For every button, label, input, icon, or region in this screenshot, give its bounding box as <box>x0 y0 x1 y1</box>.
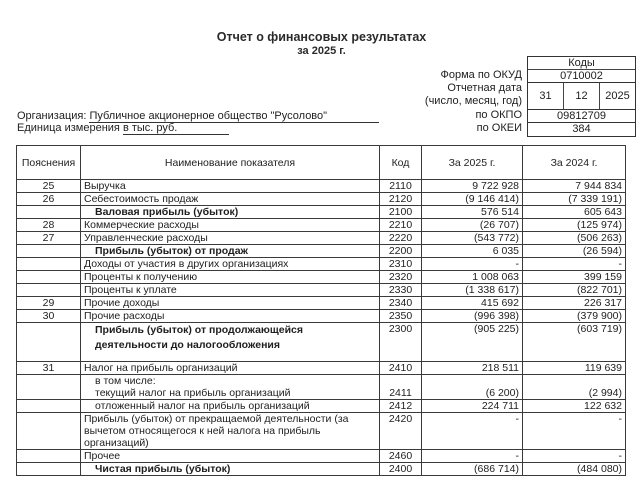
organization-label: Организация: <box>17 110 87 122</box>
row-code: 2420 <box>380 413 422 450</box>
row-code: 2120 <box>380 193 422 206</box>
row-note: 26 <box>17 193 81 206</box>
row-value-2024: (506 263) <box>523 232 626 245</box>
row-note <box>17 323 81 362</box>
row-note <box>17 400 81 413</box>
row-name: Прочие доходы <box>81 297 380 310</box>
row-value-2025: (543 772) <box>422 232 523 245</box>
row-value-2025: - <box>422 258 523 271</box>
header-name: Наименование показателя <box>81 146 380 180</box>
table-row <box>17 258 626 271</box>
row-value-2025: 218 511 <box>422 362 523 375</box>
row-name: Прибыль (убыток) от продаж <box>81 245 380 258</box>
row-name: Доходы от участия в других организациях <box>81 258 380 271</box>
row-name: Прочие расходы <box>81 310 380 323</box>
financial-results-table <box>16 145 626 476</box>
okei-code: 384 <box>572 123 591 135</box>
row-code: 2310 <box>380 258 422 271</box>
row-value-2025: 1 008 063 <box>422 271 523 284</box>
okud-label: Форма по ОКУД <box>440 69 522 81</box>
row-value-2025: 224 711 <box>422 400 523 413</box>
report-period: за 2025 г. <box>297 45 346 57</box>
okud-code: 0710002 <box>528 70 635 83</box>
row-name: Управленческие расходы <box>81 232 380 245</box>
date-label-line1: Отчетная дата <box>447 82 522 94</box>
row-name: Себестоимость продаж <box>81 193 380 206</box>
row-value-2024: 605 643 <box>523 206 626 219</box>
date-day: 31 <box>528 83 564 109</box>
row-note <box>17 284 81 297</box>
table-header-row <box>17 146 626 180</box>
row-value-2025: 415 692 <box>422 297 523 310</box>
row-name-prefix: в том числе: <box>95 375 156 387</box>
row-note: 28 <box>17 219 81 232</box>
unit-value: в тыс. руб. <box>123 123 229 135</box>
row-name: Проценты к уплате <box>81 284 380 297</box>
row-value-2025: (1 338 617) <box>422 284 523 297</box>
table-row <box>17 245 626 258</box>
row-value-2024: - <box>523 413 626 450</box>
row-value-2024: - <box>523 450 626 463</box>
row-code: 2412 <box>380 400 422 413</box>
table-row <box>17 413 626 450</box>
header-2025: За 2025 г. <box>422 146 523 180</box>
row-code: 2460 <box>380 450 422 463</box>
row-value-2025: (9 146 414) <box>422 193 523 206</box>
row-value-2025: (6 200) <box>422 375 523 400</box>
row-name: Налог на прибыль организаций <box>81 362 380 375</box>
row-name: Прочее <box>81 450 380 463</box>
row-value-2025: (905 225) <box>422 323 523 362</box>
row-name: Валовая прибыль (убыток) <box>81 206 380 219</box>
okpo-label: по ОКПО <box>475 109 522 121</box>
row-note <box>17 413 81 450</box>
table-row <box>17 297 626 310</box>
row-value-2025: 6 035 <box>422 245 523 258</box>
row-note: 31 <box>17 362 81 375</box>
table-row <box>17 375 626 400</box>
row-code: 2410 <box>380 362 422 375</box>
header-code: Код <box>380 146 422 180</box>
row-code: 2100 <box>380 206 422 219</box>
row-note: 25 <box>17 180 81 193</box>
header-2024: За 2024 г. <box>523 146 626 180</box>
row-name: Проценты к получению <box>81 271 380 284</box>
table-row <box>17 310 626 323</box>
row-value-2024: (822 701) <box>523 284 626 297</box>
row-name: Прибыль (убыток) от прекращаемой деятельности (за вычетом относящегося к ней налога на прибыль организаций) <box>81 413 380 450</box>
report-title: Отчет о финансовых результатах <box>216 30 427 44</box>
row-note: 29 <box>17 297 81 310</box>
row-value-2024: (7 339 191) <box>523 193 626 206</box>
row-note <box>17 450 81 463</box>
table-row <box>17 450 626 463</box>
row-note: 27 <box>17 232 81 245</box>
row-code: 2330 <box>380 284 422 297</box>
unit-label: Единица измерения <box>17 122 120 134</box>
row-code: 2300 <box>380 323 422 362</box>
row-name: отложенный налог на прибыль организаций <box>81 400 380 413</box>
row-note: 30 <box>17 310 81 323</box>
report-date <box>528 83 635 110</box>
row-note <box>17 245 81 258</box>
row-code: 2350 <box>380 310 422 323</box>
row-value-2025: (26 707) <box>422 219 523 232</box>
row-name: Прибыль (убыток) от продолжающейся деятельности до налогообложения <box>81 323 380 362</box>
row-value-2024: 7 944 834 <box>523 180 626 193</box>
row-value-2024: (484 080) <box>523 463 626 476</box>
table-row <box>17 284 626 297</box>
row-value-2025: (686 714) <box>422 463 523 476</box>
row-value-2024: (26 594) <box>523 245 626 258</box>
row-value-2024: - <box>523 258 626 271</box>
table-row <box>17 219 626 232</box>
organization-name: Публичное акционерное общество "Русолово" <box>89 111 379 123</box>
row-name <box>81 375 380 400</box>
row-value-2025: - <box>422 413 523 450</box>
row-value-2024: 399 159 <box>523 271 626 284</box>
unit-line <box>17 122 229 135</box>
row-value-2025: (996 398) <box>422 310 523 323</box>
row-note <box>17 258 81 271</box>
row-value-2024: (2 994) <box>523 375 626 400</box>
table-row <box>17 271 626 284</box>
okpo-code: 09812709 <box>528 110 635 123</box>
row-code: 2110 <box>380 180 422 193</box>
row-note <box>17 375 81 400</box>
row-note <box>17 206 81 219</box>
row-value-2025: 576 514 <box>422 206 523 219</box>
row-value-2025: - <box>422 450 523 463</box>
row-code: 2200 <box>380 245 422 258</box>
table-row <box>17 232 626 245</box>
row-value-2024: 226 317 <box>523 297 626 310</box>
row-code: 2400 <box>380 463 422 476</box>
table-row <box>17 193 626 206</box>
row-code: 2340 <box>380 297 422 310</box>
row-name-text: текущий налог на прибыль организаций <box>95 387 291 399</box>
row-name: Коммерческие расходы <box>81 219 380 232</box>
row-note <box>17 271 81 284</box>
row-value-2024: 122 632 <box>523 400 626 413</box>
codes-header: Коды <box>528 57 635 70</box>
row-note <box>17 463 81 476</box>
row-value-2024: (603 719) <box>523 323 626 362</box>
header-note: Пояснения <box>17 146 81 180</box>
table-row <box>17 180 626 193</box>
table-row <box>17 463 626 476</box>
row-code: 2411 <box>380 375 422 400</box>
row-code: 2220 <box>380 232 422 245</box>
row-name: Чистая прибыль (убыток) <box>81 463 380 476</box>
table-row <box>17 400 626 413</box>
date-label-line2: (число, месяц, год) <box>424 95 522 107</box>
row-name: Выручка <box>81 180 380 193</box>
row-value-2024: (379 900) <box>523 310 626 323</box>
row-code: 2210 <box>380 219 422 232</box>
row-value-2025: 9 722 928 <box>422 180 523 193</box>
codes-box <box>527 56 636 137</box>
table-row <box>17 323 626 362</box>
date-year: 2025 <box>605 90 630 102</box>
table-row <box>17 362 626 375</box>
okei-label: по ОКЕИ <box>476 122 522 134</box>
date-month: 12 <box>564 83 600 109</box>
table-row <box>17 206 626 219</box>
row-code: 2320 <box>380 271 422 284</box>
row-value-2024: 119 639 <box>523 362 626 375</box>
row-value-2024: (125 974) <box>523 219 626 232</box>
